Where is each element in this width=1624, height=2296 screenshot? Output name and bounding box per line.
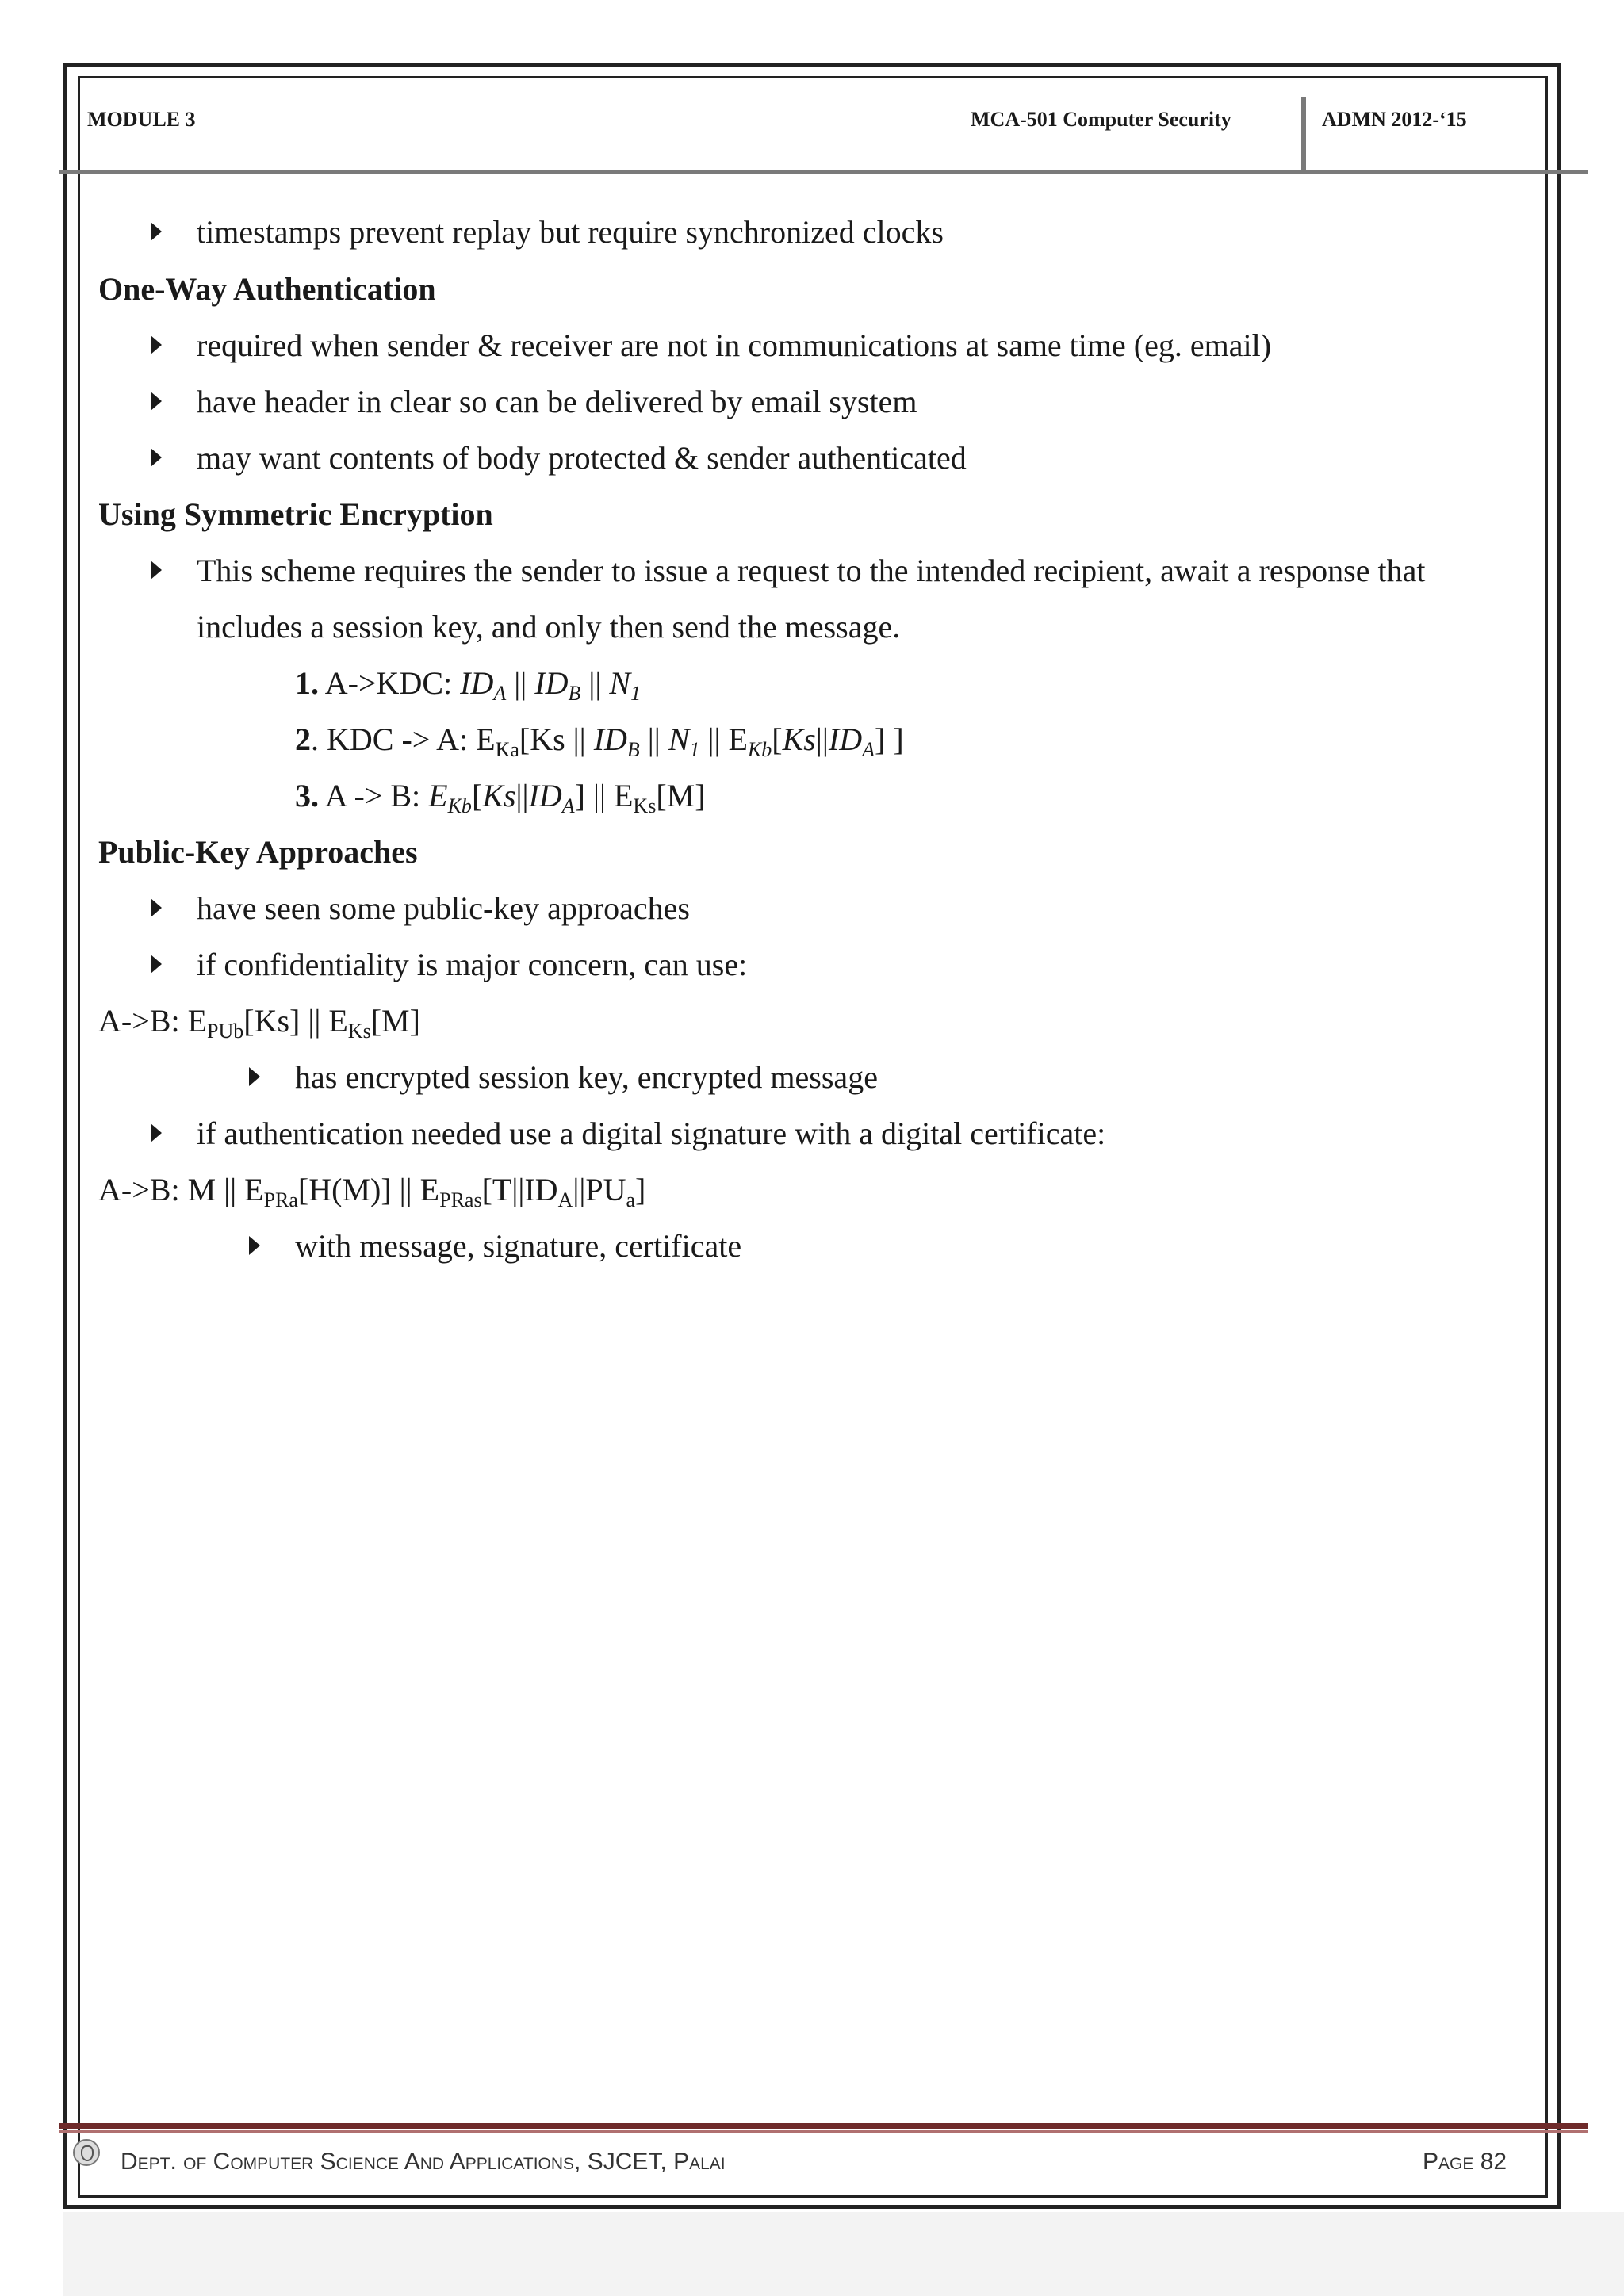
- formula-confidentiality: A->B: $E_{PUb}[Ks]$ || $E_{Ks}[M]$: [98, 1003, 420, 1043]
- header-rule: [59, 170, 1588, 174]
- protocol-step-2: 2. KDC -> A: $E_{Ka}[Ks$ || $ID_B$ || $N_1$ || $E_{Kb}[Ks||ID_A]$ ]: [295, 721, 904, 761]
- protocol-step-1: 1. A->KDC: $ID_A$ || $ID_B$ || $N_1$: [295, 665, 642, 705]
- header-divider: [1301, 97, 1306, 170]
- bullet-text: may want contents of body protected & sender authenticated: [197, 440, 967, 476]
- bullet-arrow-icon: [151, 1123, 162, 1142]
- bullet-text: have seen some public-key approaches: [197, 890, 690, 926]
- bullet-text: This scheme requires the sender to issue a request to the intended recipient, await a response that: [197, 553, 1426, 588]
- header-course: MCA-501 Computer Security: [971, 108, 1231, 131]
- bullet-arrow-icon: [151, 898, 162, 917]
- footer-department: Dept. of Computer Science And Applications, SJCET, Palai: [121, 2149, 726, 2175]
- section-heading-one-way: One-Way Authentication: [98, 271, 436, 307]
- bullet-arrow-icon: [151, 392, 162, 411]
- formula-authentication: A->B: M || $E_{PRa}[H(M)]$ || $E_{PRas}[T||ID_A||PU_a]$: [98, 1172, 646, 1211]
- formula-2-expression: M || $E_{PRa}[H(M)]$ || $E_{PRas}[T||ID_A||PU_a]$: [187, 1172, 646, 1211]
- bullet-text: includes a session key, and only then send the message.: [197, 609, 901, 645]
- bullet-arrow-icon: [151, 222, 162, 241]
- header-module: MODULE 3: [87, 108, 196, 131]
- protocol-step-3: 3. A -> B: $E_{Kb}[Ks||ID_A]$ || $E_{Ks}[M]$: [295, 778, 706, 817]
- page-bottom-margin: [63, 2212, 1624, 2296]
- bullet-text: if confidentiality is major concern, can use:: [197, 947, 748, 982]
- footer-page-number: Page 82: [1423, 2149, 1507, 2175]
- section-heading-public-key: Public-Key Approaches: [98, 834, 418, 870]
- footer-rule-accent: [59, 2130, 1588, 2133]
- bullet-arrow-icon: [151, 955, 162, 974]
- step-1-expression: $ID_A$ || $ID_B$ || $N_1$: [460, 665, 642, 705]
- bullet-text: timestamps prevent replay but require synchronized clocks: [197, 214, 944, 250]
- college-logo-icon: [73, 2139, 100, 2166]
- header-batch: ADMN 2012-‘15: [1322, 108, 1467, 131]
- footer-rule: [59, 2123, 1588, 2129]
- section-heading-symmetric: Using Symmetric Encryption: [98, 496, 493, 532]
- bullet-text: required when sender & receiver are not in communications at same time (eg. email): [197, 327, 1272, 363]
- bullet-arrow-icon: [151, 335, 162, 354]
- bullet-arrow-icon: [249, 1236, 260, 1255]
- formula-1-expression: $E_{PUb}[Ks]$ || $E_{Ks}[M]$: [187, 1003, 420, 1043]
- step-3-expression: $E_{Kb}[Ks||ID_A]$ || $E_{Ks}[M]$: [428, 778, 706, 817]
- bullet-text: have header in clear so can be delivered by email system: [197, 384, 917, 419]
- bullet-arrow-icon: [249, 1067, 260, 1086]
- bullet-arrow-icon: [151, 448, 162, 467]
- bullet-text: has encrypted session key, encrypted message: [295, 1059, 878, 1095]
- bullet-text: if authentication needed use a digital signature with a digital certificate:: [197, 1115, 1106, 1151]
- bullet-arrow-icon: [151, 561, 162, 580]
- step-2-expression: $E_{Ka}[Ks$ || $ID_B$ || $N_1$ || $E_{Kb}[Ks||ID_A]$ ]: [476, 721, 904, 761]
- bullet-text: with message, signature, certificate: [295, 1228, 742, 1264]
